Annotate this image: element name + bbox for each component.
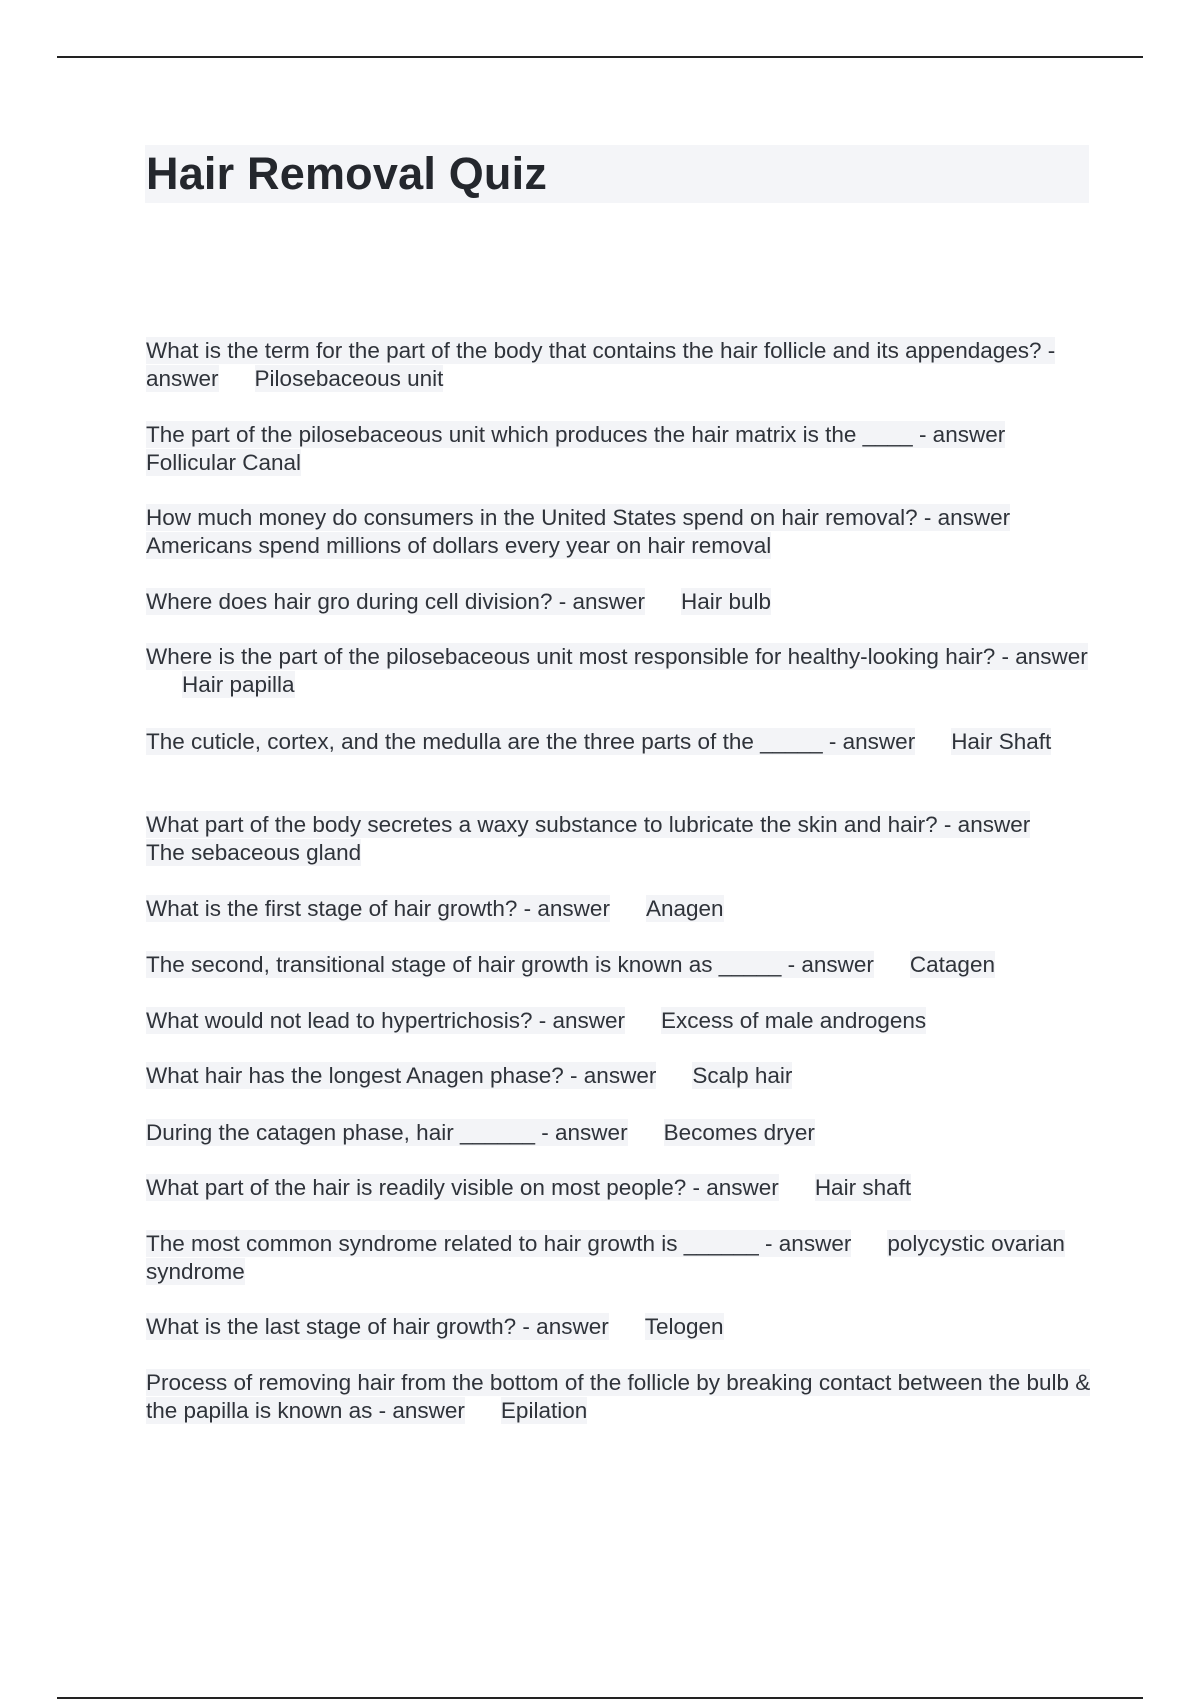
answer-text: Hair Shaft xyxy=(951,729,1052,754)
question-text: The second, transitional stage of hair growth is known as _____ - answer xyxy=(146,952,874,977)
question-text: What part of the body secretes a waxy substance to lubricate the skin and hair? - answer xyxy=(146,812,1031,837)
qa-item xyxy=(146,728,1096,756)
answer-text: Americans spend millions of dollars every year on hair removal xyxy=(146,533,772,558)
top-rule xyxy=(57,56,1143,58)
answer-text: Hair shaft xyxy=(814,1175,912,1200)
answer-text: Pilosebaceous unit xyxy=(254,366,444,391)
qa-item xyxy=(146,951,1096,979)
bottom-rule xyxy=(57,1697,1143,1699)
answer-text: Becomes dryer xyxy=(663,1120,815,1145)
question-text: How much money do consumers in the United States spend on hair removal? - answer xyxy=(146,505,1011,530)
answer-text: Epilation xyxy=(500,1398,588,1423)
question-text: During the catagen phase, hair ______ - answer xyxy=(146,1120,628,1145)
qa-item xyxy=(146,1313,1096,1341)
question-text: Process of removing hair from the bottom of the follicle by breaking contact between the bulb & the papilla is known as - answer xyxy=(146,1370,1091,1423)
answer-text: Scalp hair xyxy=(692,1063,793,1088)
question-text: Where is the part of the pilosebaceous unit most responsible for healthy-looking hair? - answer xyxy=(146,644,1088,669)
question-text: What hair has the longest Anagen phase? - answer xyxy=(146,1063,657,1088)
answer-text: Catagen xyxy=(909,952,995,977)
question-text: Where does hair gro during cell division? - answer xyxy=(146,589,645,614)
qa-item xyxy=(146,588,1096,616)
answer-text: Hair papilla xyxy=(182,672,295,697)
qa-item xyxy=(146,895,1096,923)
qa-item xyxy=(146,1174,1096,1202)
question-text: What is the first stage of hair growth? - answer xyxy=(146,896,610,921)
qa-item xyxy=(146,1119,1096,1147)
document-title: Hair Removal Quiz xyxy=(146,148,548,199)
question-text: What is the last stage of hair growth? - answer xyxy=(146,1314,609,1339)
qa-item xyxy=(146,643,1096,699)
answer-text: Anagen xyxy=(645,896,724,921)
qa-item xyxy=(146,811,1096,867)
question-text: The cuticle, cortex, and the medulla are the three parts of the _____ - answer xyxy=(146,729,916,754)
qa-item xyxy=(146,504,1096,560)
qa-item xyxy=(146,1230,1096,1286)
question-text: The most common syndrome related to hair growth is ______ - answer xyxy=(146,1231,852,1256)
answer-text: The sebaceous gland xyxy=(146,840,362,865)
answer-text: polycystic ovarian syndrome xyxy=(146,1231,1065,1284)
qa-item xyxy=(146,1062,1096,1090)
question-text: The part of the pilosebaceous unit which produces the hair matrix is the ____ - answer xyxy=(146,422,1006,447)
answer-text: Excess of male androgens xyxy=(660,1008,927,1033)
question-text: What is the term for the part of the body that contains the hair follicle and its appendages? - answer xyxy=(146,338,1056,391)
qa-item xyxy=(146,1007,1096,1035)
qa-item xyxy=(146,337,1096,393)
qa-item xyxy=(146,421,1096,477)
answer-text: Telogen xyxy=(644,1314,724,1339)
question-text: What would not lead to hypertrichosis? - answer xyxy=(146,1008,625,1033)
answer-text: Hair bulb xyxy=(681,589,772,614)
question-text: What part of the hair is readily visible on most people? - answer xyxy=(146,1175,779,1200)
qa-item xyxy=(146,1369,1096,1425)
answer-text: Follicular Canal xyxy=(146,450,302,475)
